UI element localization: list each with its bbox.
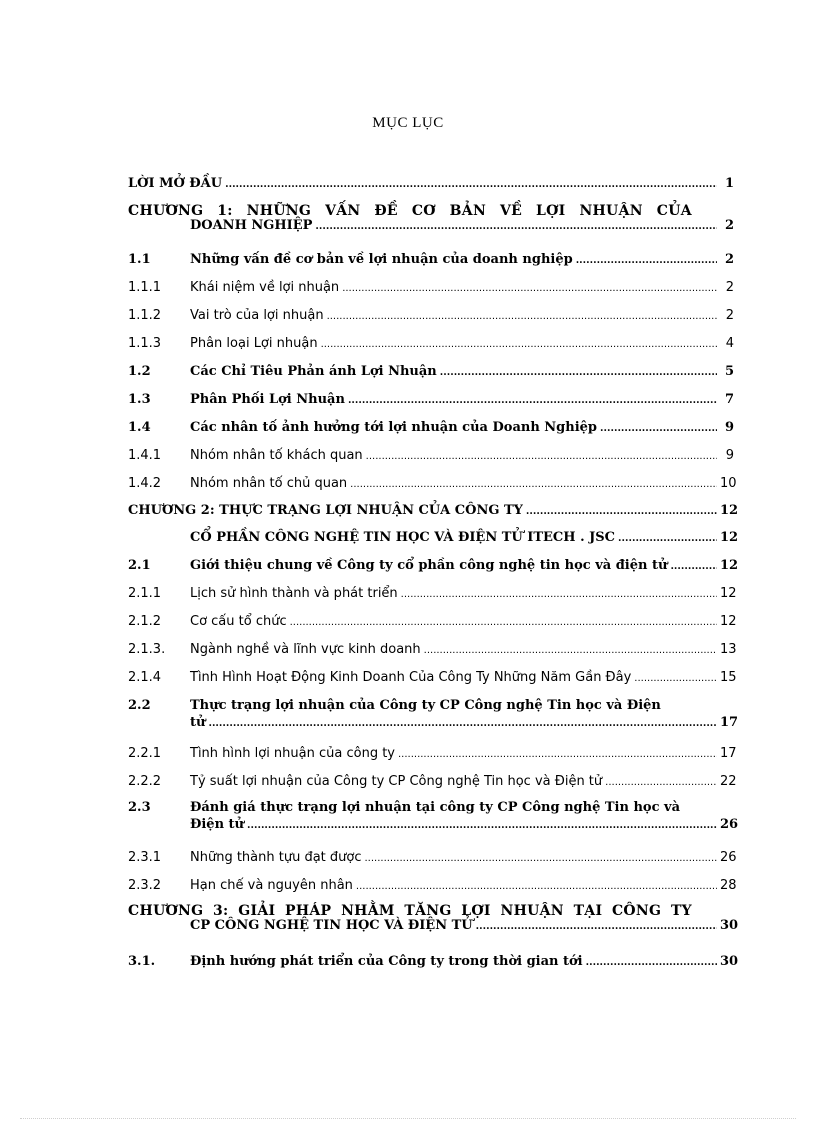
toc-page-number: 2 xyxy=(724,252,734,267)
toc-entry[interactable] xyxy=(128,850,737,865)
toc-entry[interactable] xyxy=(128,203,734,233)
toc-entry-line xyxy=(128,176,734,191)
dot-leader xyxy=(348,395,717,406)
page-bottom-divider xyxy=(20,1118,796,1119)
subsection-number: 1.1.3 xyxy=(128,336,162,351)
toc-entry[interactable] xyxy=(128,670,737,685)
subsection-title: Tình hình lợi nhuận của công ty xyxy=(190,746,395,761)
subsection-title: Lịch sử hình thành và phát triển xyxy=(190,586,398,601)
toc-page-number: 17 xyxy=(720,746,737,761)
toc-page-number: 4 xyxy=(725,336,734,351)
toc-entry[interactable] xyxy=(128,878,737,893)
section-title: Các nhân tố ảnh hưởng tới lợi nhuận của Doanh Nghiệp xyxy=(190,420,598,435)
dot-leader xyxy=(398,749,717,760)
dot-leader xyxy=(350,479,717,490)
toc-page-number: 30 xyxy=(720,918,739,933)
dot-leader xyxy=(356,881,717,892)
chapter-title-word: NHỮNG xyxy=(246,203,312,219)
chapter-title-word: LỢI xyxy=(461,903,491,919)
subsection-number: 1.1.1 xyxy=(128,280,162,295)
dot-leader xyxy=(605,777,717,788)
subsection-title: Hạn chế và nguyên nhân xyxy=(190,878,353,893)
dot-leader xyxy=(208,718,717,729)
subsection-title: Phân loại Lợi nhuận xyxy=(190,336,318,351)
toc-entry[interactable] xyxy=(128,698,739,730)
section-number: 2.2 xyxy=(128,698,151,713)
chapter-title-word: NHẰM xyxy=(341,903,395,919)
subsection-number: 1.4.2 xyxy=(128,476,162,491)
toc-page-number: 5 xyxy=(724,364,734,379)
chapter-title: CHƯƠNG 2: THỰC TRẠNG LỢI NHUẬN CỦA CÔNG TY xyxy=(128,503,523,518)
chapter-title-continued: CP CÔNG NGHỆ TIN HỌC VÀ ĐIỆN TỬ xyxy=(190,918,473,933)
chapter-title-word: CHƯƠNG xyxy=(128,203,204,219)
toc-page-number: 28 xyxy=(720,878,737,893)
subsection-number: 1.4.1 xyxy=(128,448,162,463)
section-number: 3.1. xyxy=(128,954,156,969)
subsection-title: Tỷ suất lợi nhuận của Công ty CP Công nghệ Tin học và Điện tử xyxy=(190,774,603,789)
section-title-line1: Đánh giá thực trạng lợi nhuận tại công ty CP Công nghệ Tin học và xyxy=(190,800,681,815)
toc-page-number: 13 xyxy=(720,642,737,657)
subsection-title: Ngành nghề và lĩnh vực kinh doanh xyxy=(190,642,421,657)
section-number: 1.2 xyxy=(128,364,151,379)
section-title-line2: Điện tử xyxy=(190,817,245,832)
dot-leader xyxy=(342,283,717,294)
section-title: Định hướng phát triển của Công ty trong thời gian tới xyxy=(190,954,583,969)
toc-entry[interactable] xyxy=(128,530,739,545)
section-number: 1.4 xyxy=(128,420,151,435)
toc-entry-line xyxy=(128,364,734,379)
toc-page-number: 10 xyxy=(720,476,737,491)
toc-page-number: 26 xyxy=(720,817,739,832)
toc-entry[interactable] xyxy=(128,746,737,761)
dot-leader xyxy=(290,617,717,628)
toc-entry-line xyxy=(128,715,739,730)
toc-entry-line xyxy=(128,878,737,893)
chapter-title-word: VỀ xyxy=(499,203,523,219)
toc-entry[interactable] xyxy=(128,800,739,832)
toc-page-number: 17 xyxy=(720,715,739,730)
toc-page-number: 15 xyxy=(720,670,737,685)
subsection-number: 2.3.2 xyxy=(128,878,162,893)
chapter-title-word: CÔNG xyxy=(611,903,662,919)
section-title-line2: tử xyxy=(190,715,206,730)
section-title: Phân Phối Lợi Nhuận xyxy=(190,392,345,407)
subsection-title: Những thành tựu đạt được xyxy=(190,850,362,865)
toc-entry-line xyxy=(128,614,737,629)
toc-entry[interactable] xyxy=(128,614,737,629)
toc-page-number: 12 xyxy=(720,530,739,545)
toc-entry[interactable] xyxy=(128,903,739,933)
toc-entry-line xyxy=(128,817,739,832)
toc-entry-line xyxy=(128,642,737,657)
toc-page-number: 12 xyxy=(720,503,739,518)
subsection-title: Vai trò của lợi nhuận xyxy=(190,308,324,323)
toc-entry-line xyxy=(128,448,734,463)
subsection-number: 2.1.1 xyxy=(128,586,162,601)
chapter-title-word: ĐỀ xyxy=(374,203,398,219)
chapter-title-word: VẤN xyxy=(325,203,361,219)
dot-leader xyxy=(526,506,717,517)
section-title: Giới thiệu chung về Công ty cổ phần công nghệ tin học và điện tử xyxy=(190,558,668,573)
toc-entry-line xyxy=(128,252,734,267)
subsection-number: 2.2.1 xyxy=(128,746,162,761)
toc-entry[interactable] xyxy=(128,280,734,295)
toc-page-number: 22 xyxy=(720,774,737,789)
dot-leader xyxy=(476,921,717,932)
toc-entry[interactable] xyxy=(128,642,737,657)
chapter-title-word: GIẢI xyxy=(238,903,276,919)
chapter-title-word: LỢI xyxy=(536,203,566,219)
page-title: MỤC LỤC xyxy=(372,115,444,131)
subsection-title: Nhóm nhân tố chủ quan xyxy=(190,476,348,491)
dot-leader xyxy=(366,451,717,462)
subsection-number: 2.3.1 xyxy=(128,850,162,865)
dot-leader xyxy=(440,367,717,378)
toc-entry-line xyxy=(128,280,734,295)
dot-leader xyxy=(365,853,718,864)
toc-entry-line xyxy=(128,392,734,407)
chapter-title-word: PHÁP xyxy=(285,903,332,919)
chapter-title-word: BẢN xyxy=(449,203,487,219)
dot-leader xyxy=(327,311,717,322)
toc-page-number: 12 xyxy=(720,586,737,601)
chapter-title-word: CỦA xyxy=(656,203,692,219)
chapter-title-word: CƠ xyxy=(411,203,436,219)
toc-entry-line xyxy=(128,336,734,351)
toc-page-number: 7 xyxy=(724,392,734,407)
dot-leader xyxy=(225,179,717,190)
subsection-title: Nhóm nhân tố khách quan xyxy=(190,448,363,463)
chapter-title-line1 xyxy=(128,203,692,219)
section-title: Những vấn đề cơ bản về lợi nhuận của doanh nghiệp xyxy=(190,252,573,267)
toc-entry[interactable] xyxy=(128,476,737,491)
dot-leader xyxy=(586,957,717,968)
toc-entry-line xyxy=(128,954,739,969)
section-number: 2.3 xyxy=(128,800,151,815)
chapter-title: LỜI MỞ ĐẦU xyxy=(128,176,223,191)
toc-entry[interactable] xyxy=(128,774,737,789)
toc-entry[interactable] xyxy=(128,448,734,463)
toc-entry[interactable] xyxy=(128,420,734,435)
subsection-title: Khái niệm về lợi nhuận xyxy=(190,280,340,295)
section-number: 1.3 xyxy=(128,392,151,407)
toc-entry[interactable] xyxy=(128,503,739,518)
toc-page-number: 26 xyxy=(720,850,737,865)
toc-entry[interactable] xyxy=(128,308,734,323)
toc-entry-line xyxy=(128,918,739,933)
toc-entry-line xyxy=(128,558,739,573)
toc-page-number: 12 xyxy=(720,614,737,629)
chapter-title-continued: DOANH NGHIỆP xyxy=(190,218,313,233)
toc-page-number: 2 xyxy=(724,218,734,233)
toc-entry-line xyxy=(128,850,737,865)
dot-leader xyxy=(424,645,717,656)
subsection-title: Cơ cấu tổ chức xyxy=(190,614,287,629)
dot-leader xyxy=(618,533,717,544)
toc-page-number: 30 xyxy=(720,954,739,969)
dot-leader xyxy=(321,339,717,350)
toc-entry-line xyxy=(128,530,739,545)
toc-entry[interactable] xyxy=(128,252,734,267)
chapter-title-line1 xyxy=(128,903,692,919)
dot-leader xyxy=(247,820,717,831)
section-number: 2.1 xyxy=(128,558,151,573)
toc-entry-line xyxy=(128,503,739,518)
chapter-title-word: TẠI xyxy=(573,903,603,919)
chapter-title-continued: CỔ PHẦN CÔNG NGHỆ TIN HỌC VÀ ĐIỆN TỬ ITECH . JSC xyxy=(190,530,616,545)
chapter-title-word: 3: xyxy=(213,903,229,919)
chapter-title-word: NHUẬN xyxy=(579,203,643,219)
chapter-title-word: TĂNG xyxy=(404,903,452,919)
toc-entry[interactable] xyxy=(128,586,737,601)
section-title: Các Chỉ Tiêu Phản ánh Lợi Nhuận xyxy=(190,364,437,379)
toc-entry-line xyxy=(128,308,734,323)
subsection-number: 2.1.4 xyxy=(128,670,162,685)
subsection-title: Tình Hình Hoạt Động Kinh Doanh Của Công Ty Những Năm Gần Đây xyxy=(190,670,632,685)
dot-leader xyxy=(315,221,717,232)
toc-entry[interactable] xyxy=(128,392,734,407)
subsection-number: 1.1.2 xyxy=(128,308,162,323)
toc-entry-line xyxy=(128,670,737,685)
toc-entry[interactable] xyxy=(128,176,734,191)
section-number: 1.1 xyxy=(128,252,151,267)
dot-leader xyxy=(670,561,717,572)
chapter-title-word: NHUẬN xyxy=(500,903,564,919)
dot-leader xyxy=(401,589,717,600)
toc-page-number: 2 xyxy=(725,308,734,323)
toc-entry-line xyxy=(128,774,737,789)
chapter-title-word: 1: xyxy=(217,203,233,219)
subsection-number: 2.2.2 xyxy=(128,774,162,789)
dot-leader xyxy=(600,423,717,434)
dot-leader xyxy=(634,673,717,684)
dot-leader xyxy=(576,255,717,266)
toc-entry-line xyxy=(128,746,737,761)
toc-entry-line xyxy=(128,420,734,435)
toc-entry[interactable] xyxy=(128,558,739,573)
chapter-title-word: CHƯƠNG xyxy=(128,903,204,919)
section-title-line1: Thực trạng lợi nhuận của Công ty CP Công nghệ Tin học và Điện xyxy=(190,698,661,713)
toc-page-number: 9 xyxy=(725,448,734,463)
toc-entry-line xyxy=(128,218,734,233)
toc-page-number: 9 xyxy=(724,420,734,435)
subsection-number: 2.1.3. xyxy=(128,642,166,657)
toc-entry[interactable] xyxy=(128,954,739,969)
subsection-number: 2.1.2 xyxy=(128,614,162,629)
toc-page-number: 1 xyxy=(724,176,734,191)
toc-entry[interactable] xyxy=(128,336,734,351)
toc-entry[interactable] xyxy=(128,364,734,379)
toc-page-number: 2 xyxy=(725,280,734,295)
toc-page-number: 12 xyxy=(720,558,739,573)
toc-entry-line xyxy=(128,476,737,491)
chapter-title-word: TY xyxy=(670,903,692,919)
toc-entry-line xyxy=(128,586,737,601)
